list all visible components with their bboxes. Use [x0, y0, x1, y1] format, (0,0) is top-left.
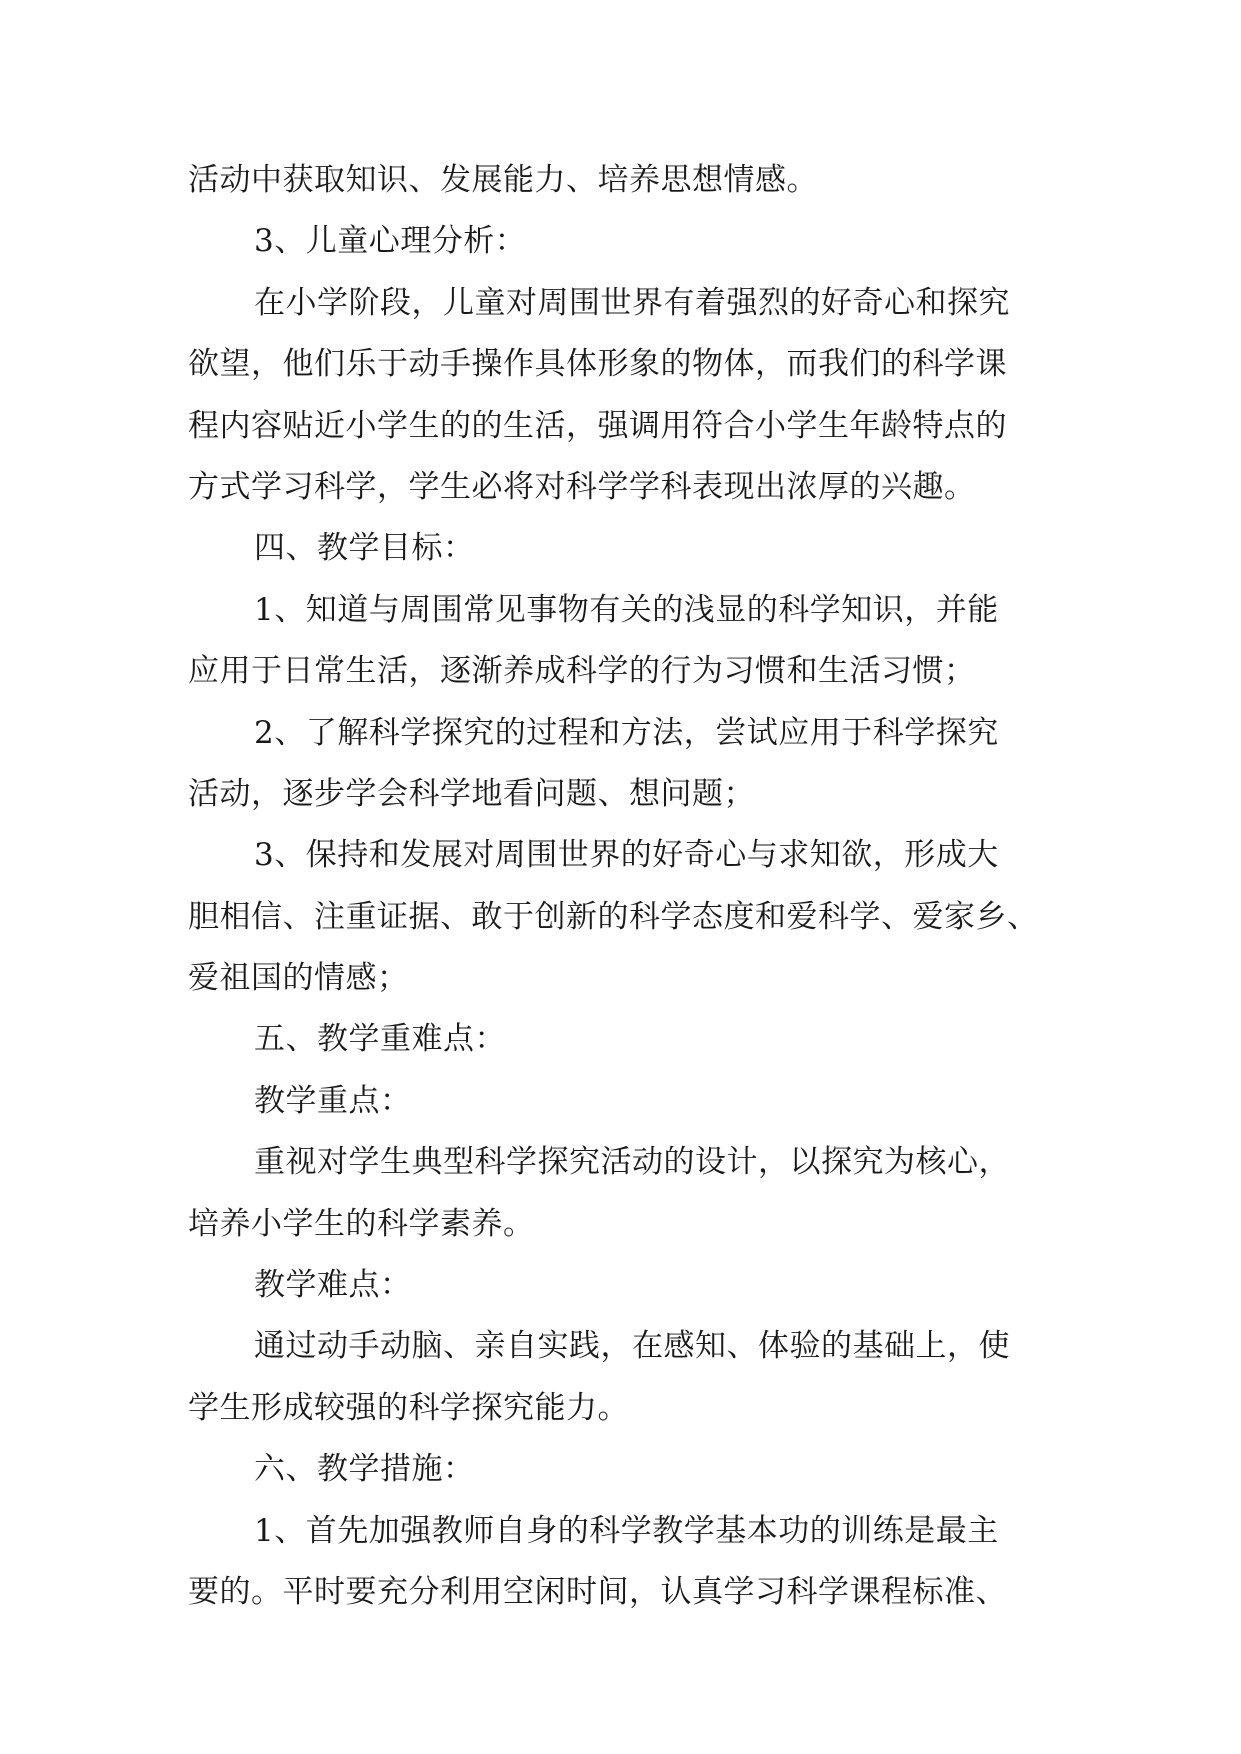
text-line: 通过动手动脑、亲自实践，在感知、体验的基础上，使	[254, 1328, 1010, 1365]
section-heading: 五、教学重难点：	[254, 1021, 506, 1058]
text-line: 在小学阶段，儿童对周围世界有着强烈的好奇心和探究	[254, 284, 1010, 321]
section-heading: 四、教学目标：	[254, 530, 475, 567]
text-line: 爱祖国的情感；	[188, 960, 409, 997]
text-line: 应用于日常生活，逐渐养成科学的行为习惯和生活习惯；	[188, 653, 976, 690]
text-line: 重视对学生典型科学探究活动的设计，以探究为核心，	[254, 1144, 1010, 1181]
text-line: 1、知道与周围常见事物有关的浅显的科学知识，并能	[254, 591, 999, 628]
text-line: 1、首先加强教师自身的科学教学基本功的训练是最主	[254, 1512, 999, 1549]
text-line: 2、了解科学探究的过程和方法，尝试应用于科学探究	[254, 714, 999, 751]
subsection-heading: 教学难点：	[254, 1267, 412, 1304]
text-line: 3、保持和发展对周围世界的好奇心与求知欲，形成大	[254, 837, 999, 874]
document-body	[188, 150, 1058, 1623]
text-line: 活动中获取知识、发展能力、培养思想情感。	[188, 162, 818, 198]
subsection-heading: 教学重点：	[254, 1082, 412, 1119]
text-line: 欲望，他们乐于动手操作具体形象的物体，而我们的科学课	[188, 346, 1007, 383]
text-line: 学生形成较强的科学探究能力。	[188, 1389, 629, 1426]
section-heading: 六、教学措施：	[254, 1451, 475, 1488]
section-heading: 3、儿童心理分析：	[254, 223, 527, 260]
text-line: 程内容贴近小学生的的生活，强调用符合小学生年龄特点的	[188, 407, 1007, 444]
text-line: 活动，逐步学会科学地看问题、想问题；	[188, 775, 755, 812]
text-line: 胆相信、注重证据、敢于创新的科学态度和爱科学、爱家乡、	[188, 898, 1039, 935]
text-line: 培养小学生的科学素养。	[188, 1205, 535, 1242]
text-line: 要的。平时要充分利用空闲时间，认真学习科学课程标准、	[188, 1573, 1007, 1610]
text-line: 方式学习科学，学生必将对科学学科表现出浓厚的兴趣。	[188, 468, 976, 505]
